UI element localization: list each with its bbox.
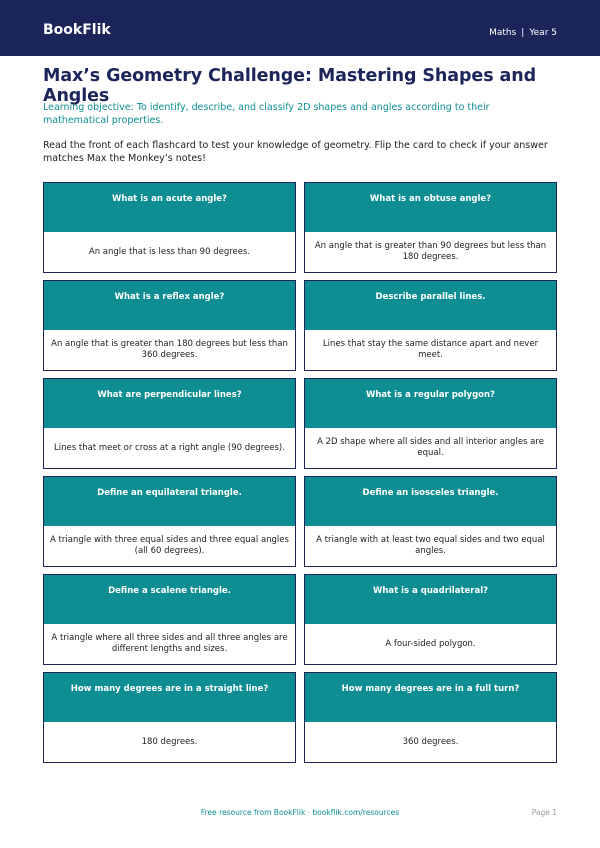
flashcard[interactable] <box>43 476 296 567</box>
flashcard-question: What is an obtuse angle? <box>305 183 556 232</box>
flashcard-question: How many degrees are in a full turn? <box>305 673 556 722</box>
flashcard-question: Define an equilateral triangle. <box>44 477 295 526</box>
flashcard[interactable] <box>304 378 557 469</box>
header-bar <box>0 0 600 56</box>
flashcard[interactable] <box>43 182 296 273</box>
flashcard-answer: Lines that stay the same distance apart and never meet. <box>305 330 556 370</box>
flashcard-answer: A 2D shape where all sides and all interior angles are equal. <box>305 428 556 468</box>
year-label: Year 5 <box>529 28 557 38</box>
subject-year <box>489 28 557 38</box>
flashcard-question: How many degrees are in a straight line? <box>44 673 295 722</box>
flashcard[interactable] <box>43 574 296 665</box>
footer-link[interactable]: Free resource from BookFlik · bookflik.com/resources <box>200 808 400 817</box>
flashcard-question: Define a scalene triangle. <box>44 575 295 624</box>
flashcard[interactable] <box>304 672 557 763</box>
flashcard-answer: A triangle where all three sides and all three angles are different lengths and sizes. <box>44 624 295 664</box>
intro-text: Read the front of each flashcard to test your knowledge of geometry. Flip the card to check if your answer matches Max the Monkey’s notes! <box>43 140 548 164</box>
flashcard[interactable] <box>43 378 296 469</box>
flashcard-answer: An angle that is greater than 90 degrees but less than 180 degrees. <box>305 232 556 272</box>
footer <box>0 808 600 817</box>
flashcard-question: Describe parallel lines. <box>305 281 556 330</box>
flashcard-answer: A triangle with three equal sides and three equal angles (all 60 degrees). <box>44 526 295 566</box>
flashcard-question: Define an isosceles triangle. <box>305 477 556 526</box>
flashcard-question: What is a regular polygon? <box>305 379 556 428</box>
flashcard-answer: An angle that is greater than 180 degrees but less than 360 degrees. <box>44 330 295 370</box>
flashcard[interactable] <box>304 182 557 273</box>
page-number: Page 1 <box>531 808 557 817</box>
meta-separator: | <box>521 28 525 38</box>
flashcard-grid <box>43 182 557 763</box>
flashcard[interactable] <box>43 280 296 371</box>
flashcard-answer: An angle that is less than 90 degrees. <box>44 232 295 272</box>
subject-label: Maths <box>489 28 517 38</box>
flashcard[interactable] <box>304 476 557 567</box>
flashcard-question: What is a reflex angle? <box>44 281 295 330</box>
page-title: Max’s Geometry Challenge: Mastering Shapes and Angles <box>43 66 536 106</box>
flashcard-question: What is an acute angle? <box>44 183 295 232</box>
flashcard-answer: A triangle with at least two equal sides and two equal angles. <box>305 526 556 566</box>
flashcard-answer: Lines that meet or cross at a right angle (90 degrees). <box>44 428 295 468</box>
flashcard[interactable] <box>304 280 557 371</box>
flashcard-question: What are perpendicular lines? <box>44 379 295 428</box>
flashcard-question: What is a quadrilateral? <box>305 575 556 624</box>
flashcard[interactable] <box>304 574 557 665</box>
flashcard[interactable] <box>43 672 296 763</box>
brand-logo[interactable]: BookFlik <box>43 22 111 38</box>
flashcard-answer: 180 degrees. <box>44 722 295 762</box>
flashcard-answer: 360 degrees. <box>305 722 556 762</box>
learning-objective: Learning objective: To identify, describe, and classify 2D shapes and angles according to their mathematical properties. <box>43 102 490 126</box>
flashcard-answer: A four-sided polygon. <box>305 624 556 664</box>
